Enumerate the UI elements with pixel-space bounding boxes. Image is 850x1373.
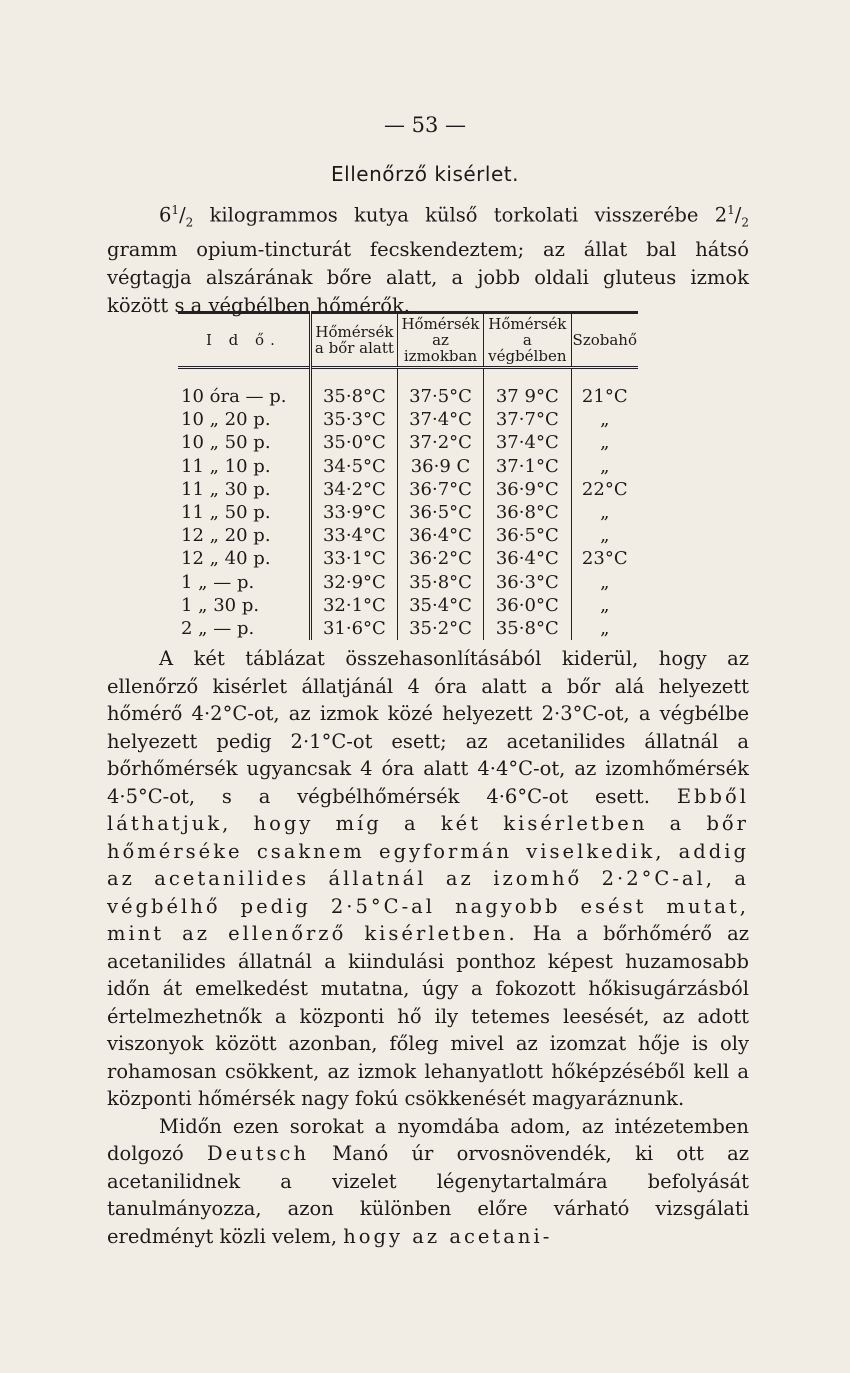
cell-room-temp: „: [600, 432, 610, 454]
header-rectum: Hőmérsék a végbélben: [484, 313, 572, 368]
paragraph-1-part-3: Ha a bőrhőmérő az acetanilides állatnál a kiindulási ponthoz képest huzamosabb időn át emelkedést mutatna, úgy a fokozott hőkisugárzásból értelmezhetnők a központi hő ily tetemes leesését, az adott viszonyok között azonban, főleg mivel az izomzat hője is oly rohamosan csökkent, az izmok lehanyatlott hőképzéséből kell a központi hőmérsék nagy fokú csökkenését magyaráznunk.: [107, 922, 749, 1110]
cell-rectal-temp: 36·3°C: [484, 571, 572, 594]
cell-rectal-temp: 37·4°C: [484, 431, 572, 454]
paragraph-comparison: [107, 645, 749, 1113]
intro-text-2: kilogrammos kutya külső torkolati visszerébe 2: [193, 203, 728, 227]
paragraph-closing: [107, 1113, 749, 1251]
header-time: I d ő.: [178, 313, 310, 368]
cell-room-temp: „: [600, 455, 610, 477]
paragraph-2-part-2: Manó úr orvosnövendék, ki ott az acetanilidnek a vizelet légenytartalmára befolyását tanulmányozza, azon különben előre várható vizsgálati eredményt közli velem,: [107, 1142, 749, 1248]
page-number: — 53 —: [383, 113, 467, 137]
cell-muscle-temp: 36·5°C: [397, 501, 483, 524]
cell-skin-temp: 33·1°C: [310, 547, 397, 570]
cell-time: 12 „ 20 p.: [178, 524, 310, 547]
fraction-den-2: 2: [741, 215, 749, 230]
cell-skin-temp: 35·0°C: [310, 431, 397, 454]
cell-muscle-temp: 35·4°C: [397, 594, 483, 617]
intro-paragraph: $6^1/_2$ kilogrammos kutya külső torkolati visszerébe $2^1/_2$ gramm opium-tincturát fecskendeztem; az állat bal hátsó végtagja alszárának bőre alatt, a jobb oldali gluteus izmok között s a végbélben hőmérők.: [107, 203, 749, 318]
cell-skin-temp: 32·1°C: [310, 594, 397, 617]
cell-muscle-temp: 35·2°C: [397, 617, 483, 640]
cell-time: 1 „ — p.: [178, 571, 310, 594]
paragraph-1-part-1: A két táblázat összehasonlításából kiderül, hogy az ellenőrző kisérlet állatjánál 4 óra alatt a bőr alá helyezett hőmérő 4·2°C-ot, az izmok közé helyezett 2·3°C-ot, a végbélbe helyezett pedig 2·1°C-ot esett; az acetanilides állatnál a bőrhőmérsék ugyancsak 4 óra alatt 4·4°C-ot, az izomhőmérsék 4·5°C-ot, s a végbélhőmérsék 4·6°C-ot esett.: [107, 647, 749, 808]
header-skin: Hőmérsék a bőr alatt: [310, 313, 397, 368]
temperature-table: [178, 311, 638, 639]
cell-muscle-temp: 36·2°C: [397, 547, 483, 570]
cell-time: 11 „ 30 p.: [178, 478, 310, 501]
cell-room-temp: „: [600, 594, 610, 616]
table-row: [178, 617, 638, 640]
cell-rectal-temp: 37 9°C: [484, 368, 572, 409]
cell-muscle-temp: 36·9 C: [397, 455, 483, 478]
intro-text-3: gramm opium-tincturát fecskendeztem; az állat bal hátsó végtagja alszárának bőre alatt, a jobb oldali gluteus izmok között s a végbélben hőmérők.: [107, 238, 749, 318]
table-row: [178, 524, 638, 547]
paragraph-2-part-3: hogy az acetani-: [343, 1224, 553, 1248]
cell-skin-temp: 31·6°C: [310, 617, 397, 640]
cell-muscle-temp: 37·4°C: [397, 408, 483, 431]
cell-skin-temp: 34·2°C: [310, 478, 397, 501]
cell-muscle-temp: 35·8°C: [397, 571, 483, 594]
cell-rectal-temp: 36·9°C: [484, 478, 572, 501]
cell-time: 12 „ 40 p.: [178, 547, 310, 570]
cell-room-temp: „: [600, 571, 610, 593]
table-row: [178, 594, 638, 617]
paragraph-1-part-2: Ebből láthatjuk, hogy míg a két kisérletben a bőr hőmérséke csaknem egyformán viselkedik, addig az acetanilides állatnál az izomhő 2·2°C-al, a végbélhő pedig 2·5°C-al nagyobb esést mutat, mint az ellenőrző kisérletben.: [107, 784, 749, 945]
cell-muscle-temp: 36·7°C: [397, 478, 483, 501]
cell-rectal-temp: 35·8°C: [484, 617, 572, 640]
table-row: [178, 547, 638, 570]
table-row: [178, 478, 638, 501]
cell-rectal-temp: 37·1°C: [484, 455, 572, 478]
body-text: [107, 645, 749, 1250]
header-muscle: Hőmérsék az izmokban: [397, 313, 483, 368]
cell-room-temp: 21°C: [581, 386, 628, 407]
fraction-num-1: 1: [171, 203, 180, 217]
cell-rectal-temp: 37·7°C: [484, 408, 572, 431]
cell-skin-temp: 32·9°C: [310, 571, 397, 594]
cell-time: 11 „ 10 p.: [178, 455, 310, 478]
section-title: Ellenőrző kisérlet.: [331, 162, 519, 186]
cell-rectal-temp: 36·8°C: [484, 501, 572, 524]
paragraph-2-part-1: Midőn ezen sorokat a nyomdába adom, az intézetemben dolgozó: [107, 1114, 749, 1165]
fraction-den-1: 2: [185, 215, 194, 230]
table-row: [178, 368, 638, 409]
cell-skin-temp: 35·8°C: [310, 368, 397, 409]
cell-room-temp: 22°C: [581, 478, 628, 500]
table-row: [178, 571, 638, 594]
cell-time: 10 „ 20 p.: [178, 408, 310, 431]
cell-rectal-temp: 36·4°C: [484, 547, 572, 570]
cell-muscle-temp: 36·4°C: [397, 524, 483, 547]
cell-time: 1 „ 30 p.: [178, 594, 310, 617]
cell-room-temp: „: [600, 502, 610, 524]
intro-text-1: 6: [159, 203, 172, 227]
cell-time: 10 óra — p.: [178, 368, 310, 409]
table-row: [178, 431, 638, 454]
cell-room-temp: „: [600, 409, 610, 431]
paragraph-2-name: Deutsch: [206, 1142, 310, 1165]
cell-time: 10 „ 50 p.: [178, 431, 310, 454]
table-row: [178, 455, 638, 478]
cell-room-temp: „: [600, 525, 610, 547]
header-room: Szobahő: [572, 331, 637, 349]
cell-rectal-temp: 36·0°C: [484, 594, 572, 617]
cell-room-temp: 23°C: [581, 548, 628, 570]
table-row: [178, 501, 638, 524]
cell-skin-temp: 34·5°C: [310, 455, 397, 478]
table-row: [178, 408, 638, 431]
fraction-num-2: 1: [727, 203, 735, 217]
cell-room-temp: „: [600, 618, 610, 640]
cell-skin-temp: 35·3°C: [310, 408, 397, 431]
cell-muscle-temp: 37·2°C: [397, 431, 483, 454]
cell-skin-temp: 33·9°C: [310, 501, 397, 524]
cell-skin-temp: 33·4°C: [310, 524, 397, 547]
table-header-row: [178, 313, 638, 368]
cell-time: 11 „ 50 p.: [178, 501, 310, 524]
cell-rectal-temp: 36·5°C: [484, 524, 572, 547]
cell-time: 2 „ — p.: [178, 617, 310, 640]
cell-muscle-temp: 37·5°C: [397, 368, 483, 409]
